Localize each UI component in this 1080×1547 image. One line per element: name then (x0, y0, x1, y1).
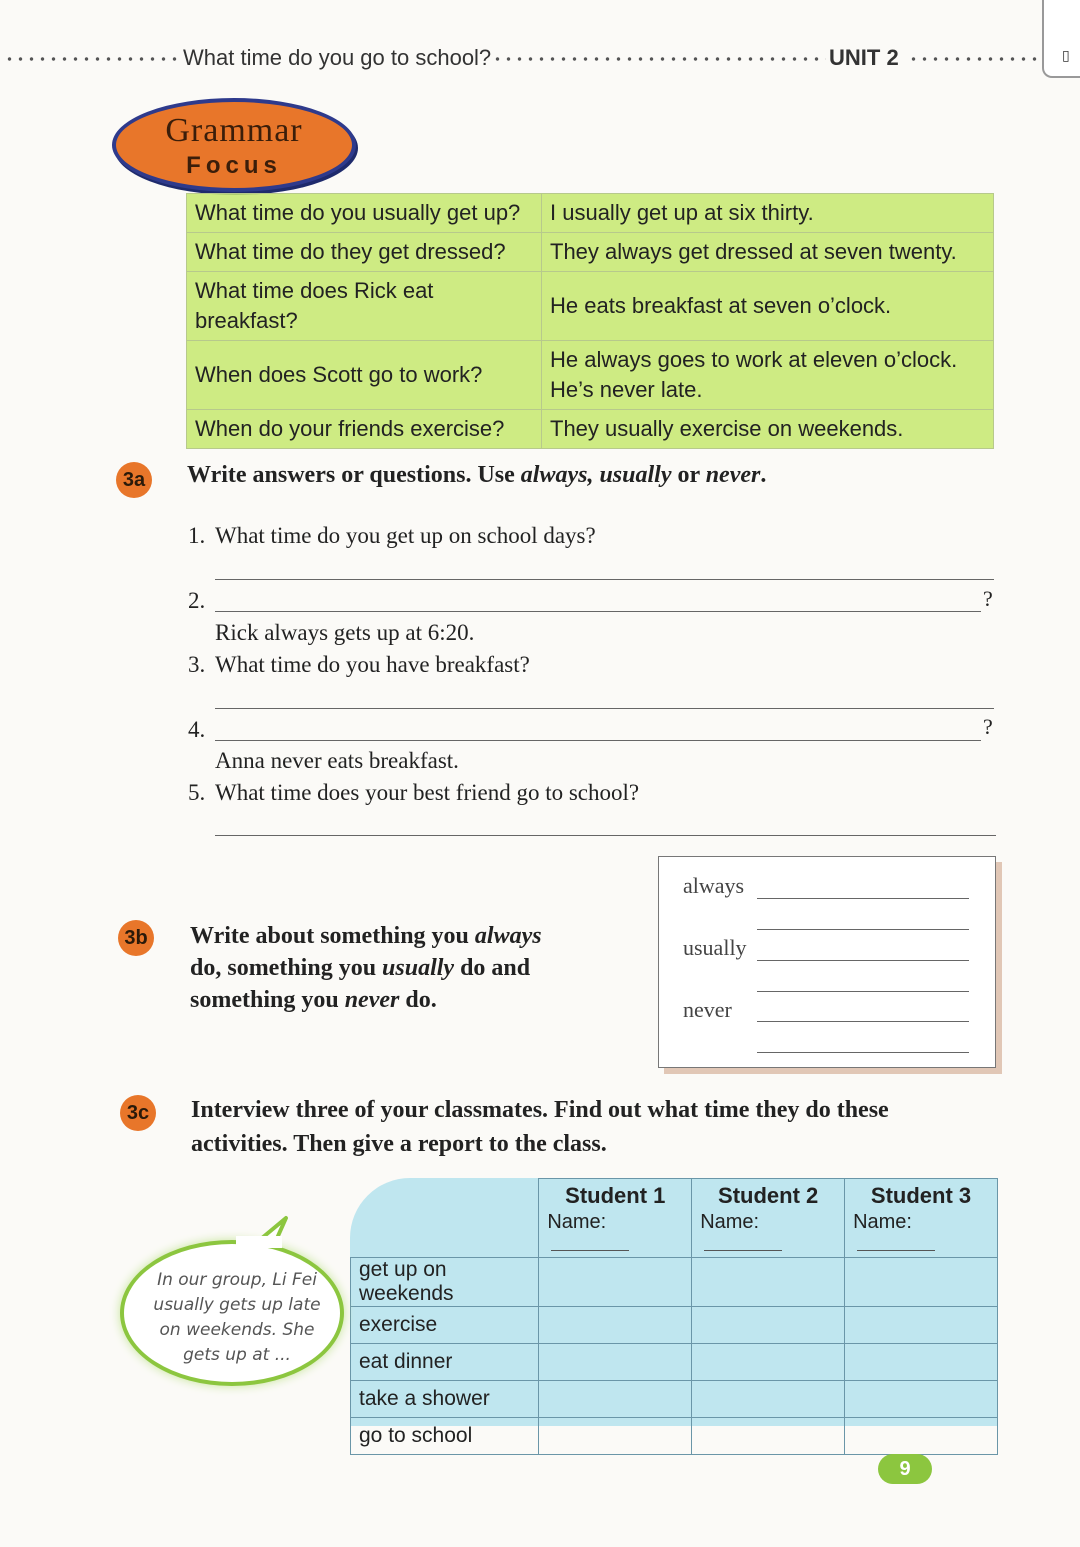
table-row (351, 1344, 998, 1381)
instruction-keyword: never (705, 462, 761, 488)
header-title: What time do you go to school? (180, 45, 494, 71)
activity-label: exercise (351, 1307, 539, 1344)
answer-cell[interactable] (845, 1258, 998, 1307)
table-corner-cell (351, 1179, 539, 1258)
name-blank[interactable] (551, 1250, 629, 1251)
item-number: 4. (188, 717, 206, 742)
instruction-text: or (671, 462, 706, 488)
instruction-text: Write about something you (190, 923, 475, 949)
question-mark: ? (983, 586, 993, 611)
grammar-answer: I usually get up at six thirty. (542, 194, 994, 233)
writing-box-3b (658, 856, 996, 1068)
grammar-row (187, 410, 994, 449)
answer-cell[interactable] (692, 1258, 845, 1307)
answer-line[interactable] (215, 835, 996, 836)
section-marker-3b: 3b (118, 920, 154, 956)
instruction-line: Interview three of your classmates. Find out what time they do these (191, 1097, 889, 1123)
table-row (351, 1418, 998, 1455)
instruction-line (190, 952, 542, 984)
item-number: 2. (188, 588, 206, 613)
answer-cell[interactable] (539, 1381, 692, 1418)
instruction-3a (187, 462, 766, 489)
question-mark: ? (983, 714, 993, 739)
answer-cell[interactable] (692, 1381, 845, 1418)
item-text: What time do you have breakfast? (215, 652, 530, 677)
grammar-answer: They always get dressed at seven twenty. (542, 233, 994, 272)
interview-table (350, 1178, 998, 1455)
name-label: Name: (853, 1211, 912, 1233)
label-never: never (683, 997, 732, 1022)
instruction-text: do. (399, 987, 437, 1013)
instruction-text: do, something you (190, 955, 383, 981)
answer-cell[interactable] (845, 1418, 998, 1455)
table-header-row (351, 1179, 998, 1258)
student-title: Student 1 (565, 1183, 666, 1208)
answer-cell[interactable] (539, 1307, 692, 1344)
item-text: Anna never eats breakfast. (215, 748, 459, 773)
corner-bookmark-icon: ▯ (1062, 48, 1070, 64)
speech-bubble-tail-cover (236, 1236, 282, 1248)
header-dots-right (908, 56, 1050, 62)
item-text: What time do you get up on school days? (215, 523, 596, 548)
grammar-question: What time do you usually get up? (187, 194, 542, 233)
grammar-answer: They usually exercise on weekends. (542, 410, 994, 449)
instruction-text: Write answers or questions. Use (187, 462, 521, 488)
answer-cell[interactable] (692, 1418, 845, 1455)
name-label: Name: (700, 1211, 760, 1233)
answer-line[interactable] (757, 929, 969, 930)
activity-label: go to school (351, 1418, 539, 1455)
grammar-answer-line1: He always goes to work at eleven o’clock. (550, 347, 958, 372)
answer-cell[interactable] (539, 1418, 692, 1455)
student-title: Student 2 (718, 1183, 819, 1208)
name-label: Name: (547, 1211, 607, 1233)
label-always: always (683, 873, 745, 898)
name-field[interactable] (547, 1211, 683, 1257)
grammar-focus-subtitle: Focus (186, 152, 282, 179)
instruction-keyword: usually (382, 955, 455, 981)
instruction-line: activities. Then give a report to the class. (191, 1131, 607, 1157)
instruction-3c (191, 1093, 889, 1161)
grammar-question: When does Scott go to work? (187, 341, 542, 410)
item-number: 1. (188, 523, 206, 548)
answer-cell[interactable] (539, 1344, 692, 1381)
answer-line[interactable] (757, 991, 969, 992)
instruction-keyword: always (474, 923, 542, 949)
name-blank[interactable] (857, 1250, 935, 1251)
grammar-row (187, 341, 994, 410)
name-field[interactable] (853, 1211, 989, 1257)
answer-cell[interactable] (692, 1344, 845, 1381)
table-row (351, 1381, 998, 1418)
student-header (692, 1179, 845, 1258)
grammar-question: When do your friends exercise? (187, 410, 542, 449)
answer-cell[interactable] (692, 1307, 845, 1344)
activity-label: get up on weekends (351, 1258, 539, 1307)
speech-bubble-text: In our group, Li Fei usually gets up late on weekends. She gets up at ... (153, 1270, 321, 1365)
running-header (0, 42, 1080, 76)
grammar-answer-line2: He’s never late. (550, 377, 703, 402)
section-marker-3c: 3c (120, 1095, 156, 1131)
table-row (351, 1307, 998, 1344)
grammar-answer (542, 341, 994, 410)
instruction-line (190, 984, 542, 1016)
answer-cell[interactable] (845, 1381, 998, 1418)
page-number: 9 (878, 1454, 932, 1484)
grammar-question: What time do they get dressed? (187, 233, 542, 272)
answer-line[interactable] (215, 708, 994, 709)
instruction-keyword: never (344, 987, 400, 1013)
answer-cell[interactable] (845, 1307, 998, 1344)
student-title: Student 3 (870, 1183, 972, 1208)
item-text: Rick always gets up at 6:20. (215, 620, 475, 645)
student-header (539, 1179, 692, 1258)
header-dots-left (4, 56, 178, 62)
instruction-text: do and (454, 955, 531, 981)
instruction-keyword: always, usually (520, 462, 672, 488)
speech-bubble (120, 1240, 344, 1386)
answer-line[interactable] (215, 611, 981, 612)
label-usually: usually (683, 935, 747, 960)
section-marker-3a: 3a (116, 462, 152, 498)
answer-line[interactable] (215, 579, 994, 580)
name-blank[interactable] (704, 1250, 782, 1251)
item-number: 5. (188, 780, 206, 805)
page-corner-tab (1042, 0, 1080, 78)
instruction-line (190, 920, 542, 952)
grammar-focus-badge (112, 98, 356, 192)
activity-label: take a shower (351, 1381, 539, 1418)
answer-line[interactable] (215, 740, 981, 741)
unit-label: UNIT 2 (826, 45, 902, 71)
grammar-focus-title: Grammar (165, 112, 303, 149)
header-dots-middle (492, 56, 826, 62)
grammar-answer: He eats breakfast at seven o’clock. (542, 272, 994, 341)
grammar-table (186, 193, 994, 449)
table-row (351, 1258, 998, 1307)
grammar-row (187, 233, 994, 272)
answer-cell[interactable] (539, 1258, 692, 1307)
instruction-3b (190, 920, 542, 1016)
grammar-row (187, 272, 994, 341)
grammar-row (187, 194, 994, 233)
name-field[interactable] (700, 1211, 836, 1257)
instruction-text: . (760, 462, 767, 488)
answer-line[interactable] (757, 960, 969, 961)
instruction-text: something you (190, 987, 345, 1013)
answer-line[interactable] (757, 1021, 969, 1022)
grammar-question: What time does Rick eat breakfast? (187, 272, 542, 341)
item-text: What time does your best friend go to school? (215, 780, 640, 805)
activity-label: eat dinner (351, 1344, 539, 1381)
answer-line[interactable] (757, 898, 969, 899)
answer-cell[interactable] (845, 1344, 998, 1381)
answer-line[interactable] (757, 1052, 969, 1053)
student-header (845, 1179, 998, 1258)
item-number: 3. (188, 652, 206, 677)
